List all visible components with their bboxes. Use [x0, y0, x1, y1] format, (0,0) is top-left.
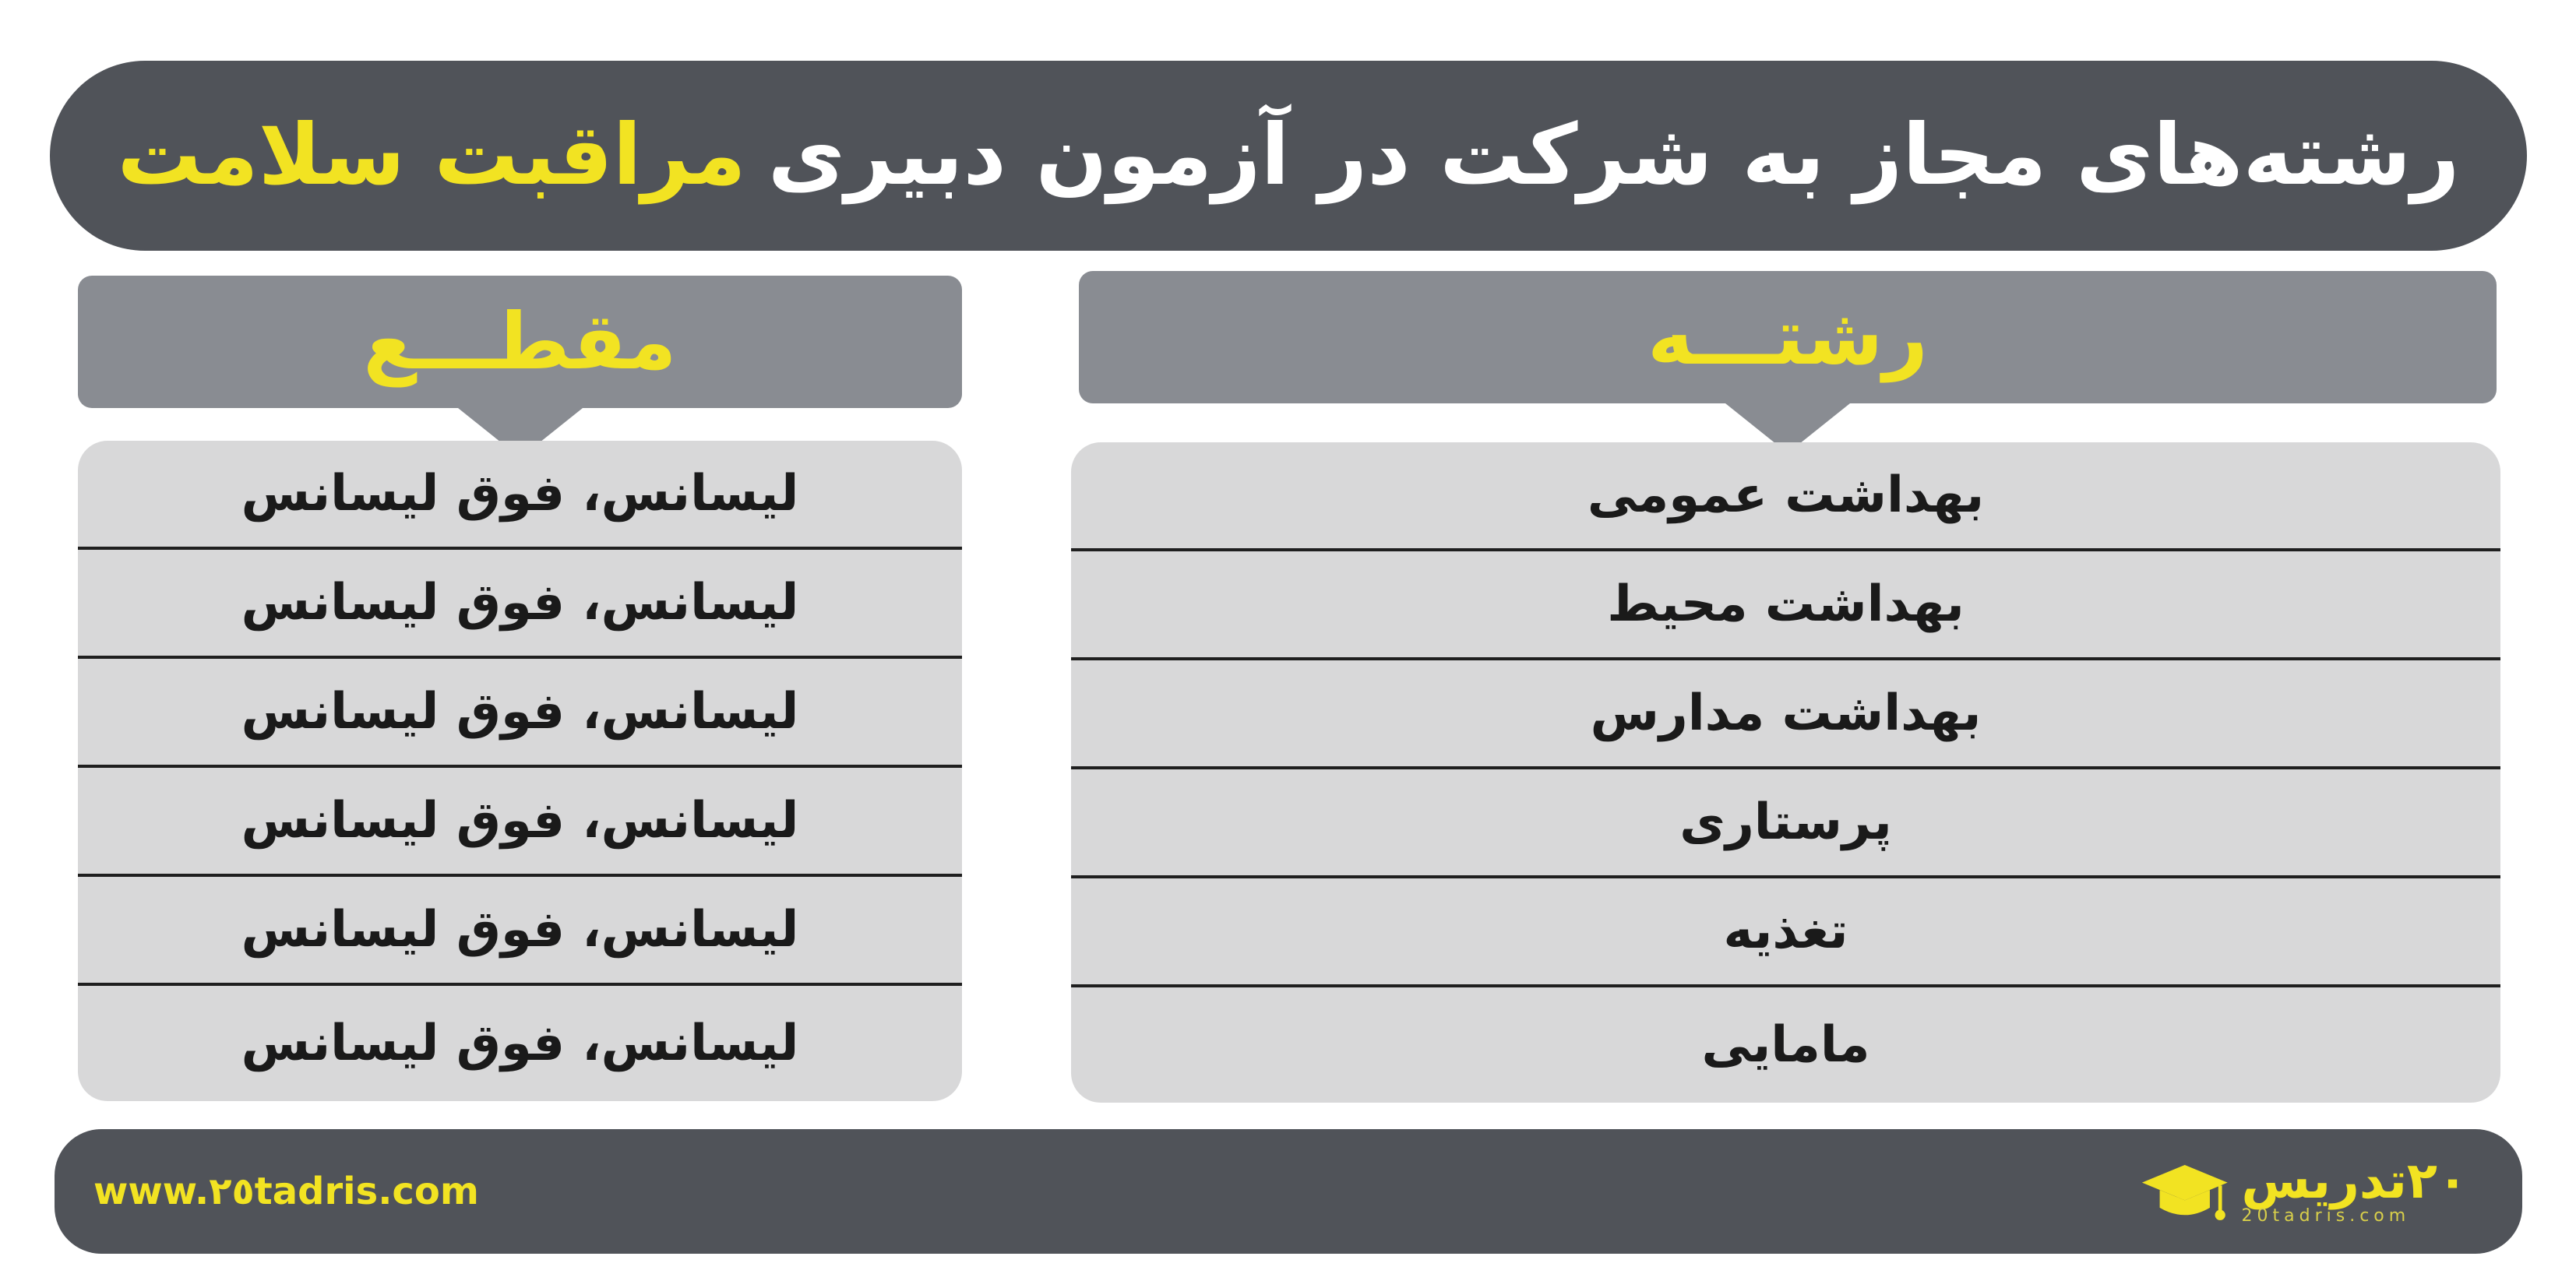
- graduation-cap-icon: [2141, 1153, 2229, 1230]
- table-row: [78, 768, 962, 877]
- table-row: [78, 550, 962, 659]
- degree-cell: لیسانس، فوق لیسانس: [241, 901, 799, 959]
- title-banner: [50, 61, 2527, 251]
- field-cell: تغذیه: [1723, 903, 1848, 960]
- table-row: [1071, 769, 2500, 878]
- table-row: [1071, 660, 2500, 769]
- degree-cell: لیسانس، فوق لیسانس: [241, 792, 799, 850]
- table-row: [1071, 878, 2500, 987]
- degree-cell: لیسانس، فوق لیسانس: [241, 574, 799, 632]
- degree-cell: لیسانس، فوق لیسانس: [241, 465, 799, 523]
- degree-cell: لیسانس، فوق لیسانس: [241, 1015, 799, 1072]
- field-cell: پرستاری: [1679, 794, 1892, 851]
- brand-name: ۲۰تدریس: [2241, 1152, 2468, 1210]
- degree-cell: لیسانس، فوق لیسانس: [241, 683, 799, 741]
- title-accent-text: مراقبت سلامت: [117, 107, 746, 204]
- field-table: [1071, 442, 2500, 1103]
- table-row: [1071, 442, 2500, 551]
- table-row: [78, 986, 962, 1101]
- title-main-text: رشته‌های مجاز به شرکت در آزمون دبیری: [767, 107, 2460, 204]
- table-row: [78, 441, 962, 550]
- field-cell: مامایی: [1701, 1016, 1870, 1074]
- brand-wordmark: [2241, 1152, 2468, 1226]
- degree-header-label: مقطـــع: [363, 296, 677, 387]
- table-row: [78, 877, 962, 986]
- field-cell: بهداشت مدارس: [1590, 684, 1982, 742]
- degree-table: [78, 441, 962, 1101]
- field-column-header: [1079, 271, 2497, 403]
- field-cell: بهداشت عمومی: [1587, 466, 1985, 524]
- footer-bar: [55, 1129, 2522, 1254]
- field-header-label: رشتـــه: [1647, 291, 1928, 382]
- table-row: [78, 659, 962, 768]
- table-row: [1071, 551, 2500, 660]
- table-row: [1071, 987, 2500, 1103]
- brand-logo[interactable]: [2141, 1143, 2468, 1240]
- field-cell: بهداشت محیط: [1607, 575, 1965, 633]
- website-link[interactable]: www.۲٥tadris.com: [93, 1170, 479, 1213]
- degree-column-header: [78, 276, 962, 408]
- brand-domain: 20tadris.com: [2241, 1205, 2411, 1226]
